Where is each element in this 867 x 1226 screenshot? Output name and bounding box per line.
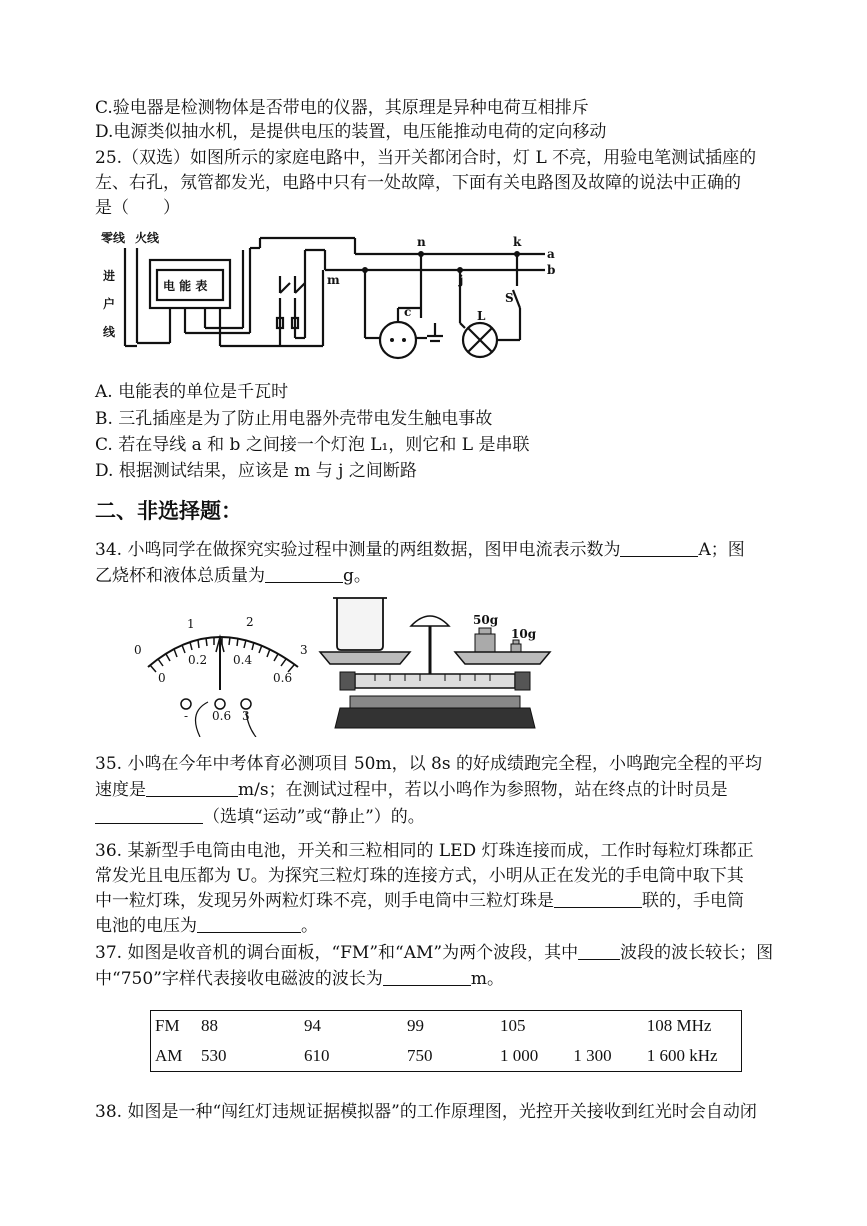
q37-line1b: 波段的波长较长；图 — [620, 943, 774, 963]
q36-blank1[interactable] — [554, 889, 642, 908]
q25-option-b: B. 三孔插座是为了防止用电器外壳带电发生触电事故 — [95, 409, 493, 429]
ammeter-upper-2: 2 — [246, 615, 254, 629]
q34-unit2: g。 — [343, 566, 371, 586]
ammeter-figure — [128, 612, 313, 737]
q35-line3 — [95, 805, 425, 829]
q34-part1: 34. 小鸣同学在做探究实验过程中测量的两组数据，图甲电流表示数为 — [95, 540, 621, 560]
label-m: m — [327, 273, 340, 287]
q25-line2: 左、右孔，氖管都发光，电路中只有一处故障，下面有关电路图及故障的说法中正确的 — [95, 173, 741, 193]
q36-line1: 36. 某新型手电筒由电池，开关和三粒相同的 LED 灯珠连接而成，工作时每粒灯珠都正 — [95, 841, 754, 861]
balance-figure — [315, 596, 555, 736]
ammeter-upper-3: 3 — [300, 643, 308, 657]
option-d-text: D.电源类似抽水机，是提供电压的装置，电压能推动电荷的定向移动 — [95, 122, 607, 142]
q36-blank2[interactable] — [197, 914, 301, 933]
am-1300: 1 300 — [573, 1046, 612, 1065]
q35-line1: 35. 小鸣在今年中考体育必测项目 50m，以 8s 的好成绩跑完全程，小鸣跑完全程的平均 — [95, 754, 762, 774]
q35-part2a: 速度是 — [95, 780, 146, 800]
q36-line4b: 。 — [301, 916, 318, 936]
ammeter-lower-1: 0.2 — [188, 653, 208, 667]
q36-line4 — [95, 914, 318, 938]
fm-label: FM — [155, 1016, 180, 1035]
label-c: c — [404, 305, 412, 319]
section-title: 二、非选择题： — [95, 499, 242, 523]
q35-blank2[interactable] — [95, 805, 203, 824]
fm-108: 108 MHz — [646, 1016, 712, 1035]
ammeter-terminal-3: 3 — [242, 709, 250, 723]
q38-line1: 38. 如图是一种“闯红灯违规证据模拟器”的工作原理图，光控开关接收到红光时会自动闭 — [95, 1102, 757, 1122]
label-s: S — [505, 291, 514, 305]
fm-row — [151, 1011, 742, 1042]
meter-label: 电 能 表 — [163, 279, 208, 293]
label-incoming-3: 线 — [103, 325, 116, 339]
label-incoming-1: 进 — [103, 269, 116, 283]
am-530: 530 — [201, 1046, 227, 1065]
q37-line2 — [95, 967, 504, 991]
q25-option-d: D. 根据测试结果，应该是 m 与 j 之间断路 — [95, 461, 417, 481]
q35-part3: （选填“运动”或“静止”）的。 — [203, 807, 425, 827]
label-l: L — [477, 309, 486, 323]
q37-line1 — [95, 941, 773, 965]
q25-line1: 25.（双选）如图所示的家庭电路中，当开关都闭合时，灯 L 不亮，用验电笔测试插座的 — [95, 148, 757, 168]
am-label: AM — [155, 1046, 183, 1065]
q37-line2b: m。 — [470, 969, 504, 989]
q37-blank1[interactable] — [578, 941, 620, 960]
q35-blank1[interactable] — [146, 778, 238, 797]
q36-line2: 常发光且电压都为 U。为探究三粒灯珠的连接方式，小明从正在发光的手电筒中取下其 — [95, 866, 744, 886]
q34-blank2[interactable] — [265, 564, 343, 583]
label-n: n — [417, 235, 426, 249]
fm-99: 99 — [407, 1016, 424, 1035]
am-1600: 1 600 kHz — [646, 1046, 718, 1065]
label-incoming-2: 户 — [103, 297, 116, 311]
q25-line3: 是（ ） — [95, 198, 180, 218]
q34-part2: 乙烧杯和液体总质量为 — [95, 566, 265, 586]
am-610: 610 — [304, 1046, 330, 1065]
q37-line1a: 37. 如图是收音机的调台面板，“FM”和“AM”为两个波段，其中 — [95, 943, 579, 963]
am-row — [151, 1041, 742, 1072]
fm-105: 105 — [500, 1016, 526, 1035]
option-c-text: C.验电器是检测物体是否带电的仪器，其原理是异种电荷互相排斥 — [95, 98, 589, 118]
label-j: j — [459, 273, 464, 287]
label-b: b — [547, 263, 556, 277]
weight-50g: 50g — [473, 613, 499, 627]
q34-line2 — [95, 564, 371, 588]
q37-blank2[interactable] — [383, 967, 471, 986]
q34-line1 — [95, 538, 745, 562]
q36-line3 — [95, 889, 744, 913]
q36-line3a: 中一粒灯珠，发现另外两粒灯珠不亮，则手电筒中三粒灯珠是 — [95, 891, 554, 911]
q34-unit1: A；图 — [698, 540, 745, 560]
ammeter-terminal-06: 0.6 — [212, 709, 232, 723]
label-live: 火线 — [135, 231, 160, 245]
label-k: k — [513, 235, 522, 249]
ammeter-terminal-neg: - — [184, 709, 189, 723]
q35-line2 — [95, 778, 728, 802]
q25-option-a: A. 电能表的单位是千瓦时 — [95, 382, 289, 402]
fm-94: 94 — [304, 1016, 321, 1035]
weight-10g: 10g — [511, 627, 537, 641]
label-neutral: 零线 — [101, 231, 126, 245]
q37-line2a: 中“750”字样代表接收电磁波的波长为 — [95, 969, 383, 989]
q35-part2b: m/s；在测试过程中，若以小鸣作为参照物，站在终点的计时员是 — [238, 780, 728, 800]
q36-line4a: 电池的电压为 — [95, 916, 197, 936]
ammeter-lower-3: 0.6 — [273, 671, 293, 685]
radio-tuning-panel — [150, 1010, 742, 1072]
am-750: 750 — [407, 1046, 433, 1065]
q25-option-c: C. 若在导线 a 和 b 之间接一个灯泡 L₁，则它和 L 是串联 — [95, 435, 530, 455]
q34-blank1[interactable] — [620, 538, 698, 557]
am-1000: 1 000 — [500, 1046, 539, 1065]
household-circuit-diagram — [95, 228, 565, 378]
ammeter-upper-1: 1 — [187, 617, 195, 631]
ammeter-lower-0: 0 — [158, 671, 166, 685]
fm-88: 88 — [201, 1016, 218, 1035]
ammeter-lower-2: 0.4 — [233, 653, 253, 667]
q36-line3b: 联的，手电筒 — [642, 891, 744, 911]
label-a: a — [547, 247, 555, 261]
ammeter-upper-0: 0 — [134, 643, 142, 657]
